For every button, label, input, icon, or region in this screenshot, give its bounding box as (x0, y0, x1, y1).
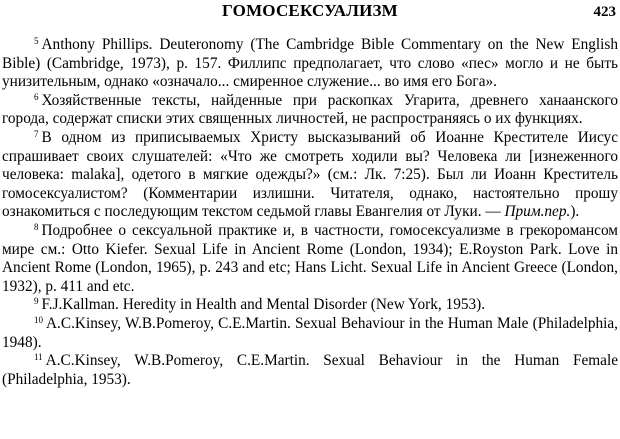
footnote-7 (2, 129, 618, 222)
footnote-number: 8 (34, 222, 39, 232)
footnote-number: 10 (34, 314, 43, 325)
footnote-text-tail: ). (570, 203, 580, 221)
page-number: 423 (593, 4, 616, 20)
footnote-text: A.C.Kinsey, W.B.Pomeroy, C.E.Martin. Sexual Behaviour in the Human Male (Philadelphia, 1948). (2, 314, 618, 351)
translator-note-signature: Прим.пер. (504, 203, 571, 221)
footnote-11 (2, 352, 618, 389)
footnote-number: 5 (34, 36, 39, 47)
footnote-text: Подробнее о сексуальной практике и, в частности, гомосексуализме в грекоромансом мире см.: Otto Kiefer. Sexual Life in Ancient Rome (London, 1934); E.Royston Park. Love in Ancient Rome (London, 1965), p. 243 and etc; Hans Licht. Sexual Life in Ancient Greece (London, 1932), p. 411 and etc. (2, 221, 618, 295)
footnote-5 (2, 36, 618, 92)
running-title: ГОМОСЕКСУАЛИЗМ (222, 1, 398, 20)
footnote-6 (2, 92, 618, 129)
footnotes (2, 36, 618, 389)
footnote-text: Хозяйственные тексты, найденные при раскопках Угарита, древнего ханаанского города, содержат списки этих священных личностей, не распространяясь о их функциях. (2, 91, 618, 128)
footnote-number: 7 (34, 129, 39, 140)
footnote-10 (2, 315, 618, 352)
footnote-text: В одном из приписываемых Христу высказываний об Иоанне Крестителе Иисус спрашивает своих слушателей: «Что же смотреть ходили вы? Человека ли [изнеженного человека: malaka], одетого в мягкие одежды?» (см.: Лк. 7:25). Был ли Иоанн Креститель гомосексуалистом? (Комментарии излишни. Читателя, однако, настоятельно прошу ознакомиться с последующим текстом седьмой главы Евангелия от Луки. — (2, 128, 618, 221)
footnote-text: A.C.Kinsey, W.B.Pomeroy, C.E.Martin. Sexual Behaviour in the Human Female (Philadelphia, 1953). (2, 352, 618, 388)
footnote-text: F.J.Kallman. Heredity in Health and Mental Disorder (New York, 1953). (41, 296, 486, 314)
footnote-text: Anthony Phillips. Deuteronomy (The Cambridge Bible Commentary on the New English Bible) (Cambridge, 1973), p. 157. Филлипс предполагает, что слово «пес» могло и не быть унизительным, однако «означало... смиренное служение... во имя его Бога». (2, 36, 618, 91)
footnote-number: 6 (34, 91, 39, 102)
footnote-8 (2, 222, 618, 296)
footnote-9 (2, 296, 618, 315)
footnote-number: 9 (34, 296, 39, 307)
footnote-number: 11 (34, 352, 43, 363)
